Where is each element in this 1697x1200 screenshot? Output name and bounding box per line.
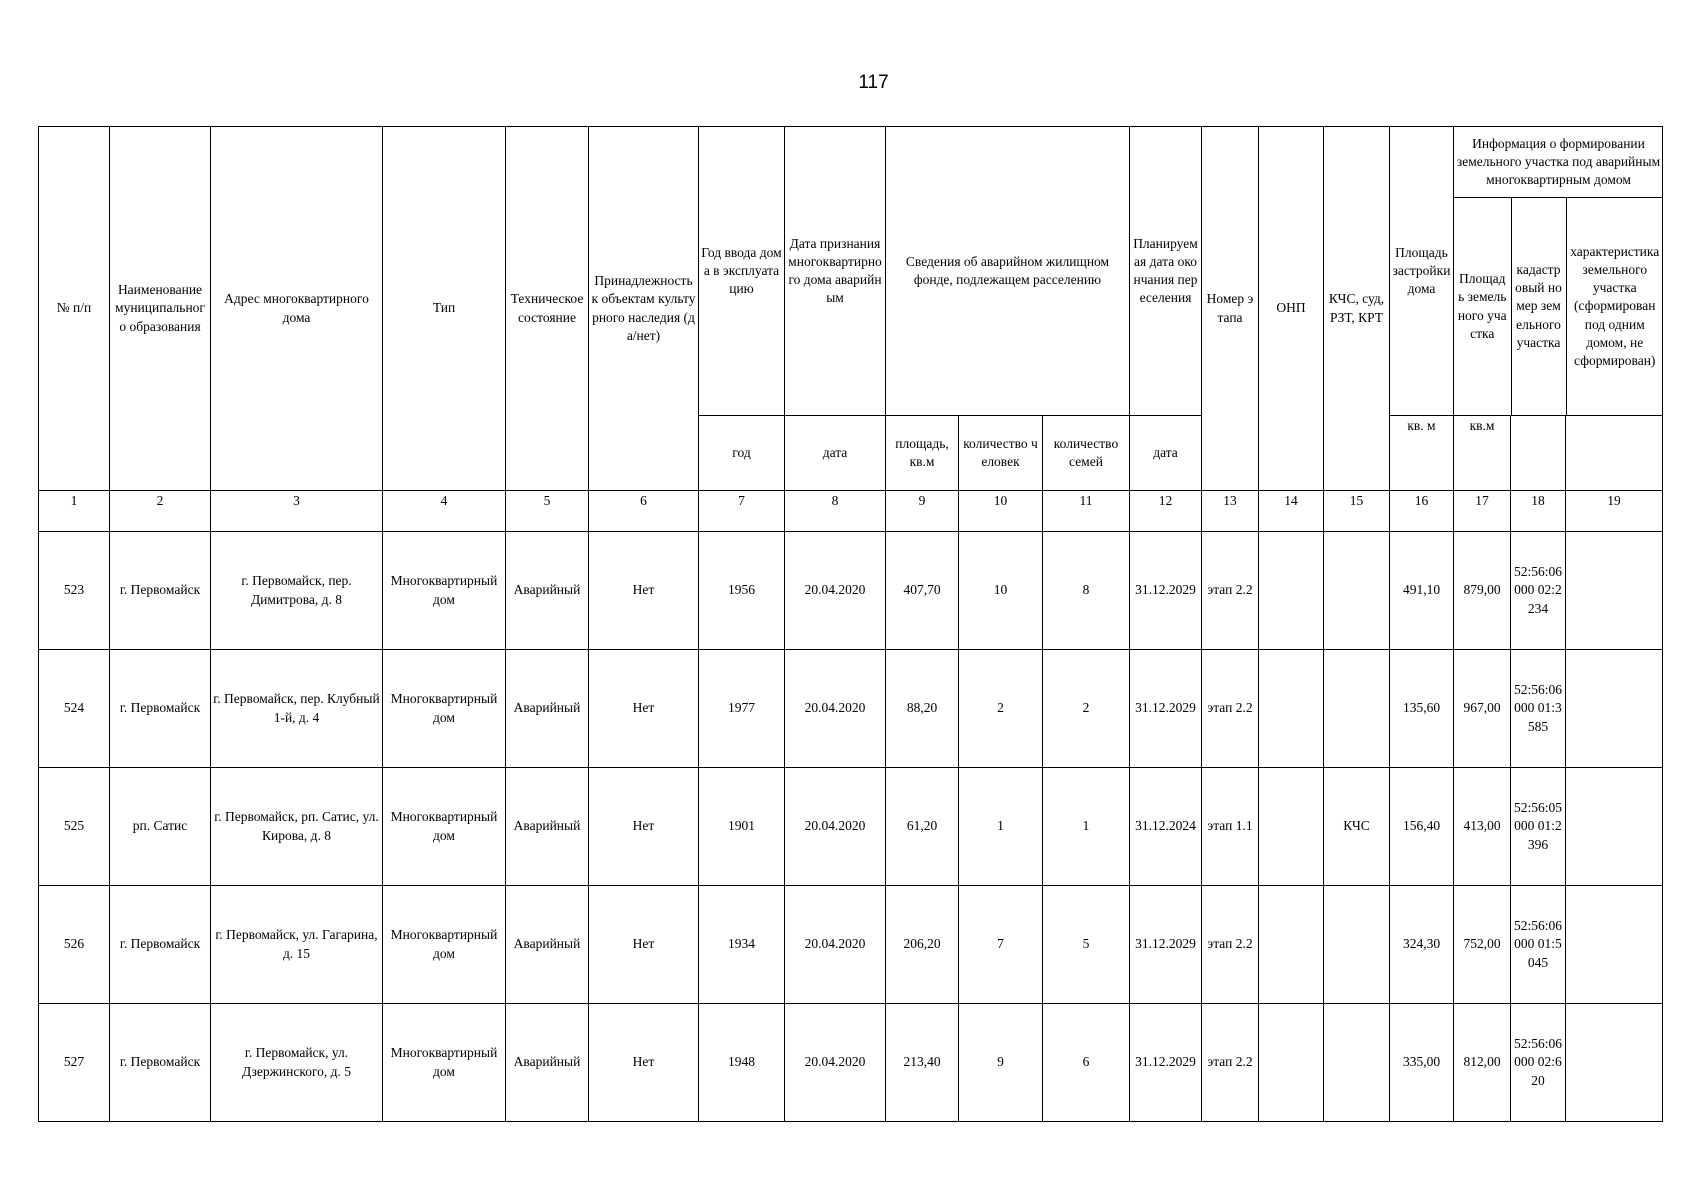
emergency-date: 20.04.2020 [785,1004,886,1122]
onp [1259,650,1324,768]
header-planned-date: Планируемая дата окончания переселения [1130,127,1202,416]
emergency-housing-table [38,126,1663,1122]
column-number: 17 [1454,491,1511,532]
address: г. Первомайск, пер. Клубный 1-й, д. 4 [211,650,383,768]
page-number: 117 [858,72,889,93]
row-number: 523 [39,532,110,650]
onp [1259,532,1324,650]
land-characteristic [1566,650,1663,768]
commission-year: 1901 [699,768,785,886]
municipality: г. Первомайск [110,886,211,1004]
column-number: 14 [1259,491,1324,532]
row-number: 527 [39,1004,110,1122]
housing-area: 407,70 [886,532,959,650]
family-count: 8 [1043,532,1130,650]
subheader-people: количество человек [959,416,1043,491]
land-area: 812,00 [1454,1004,1511,1122]
people-count: 2 [959,650,1043,768]
header-commission-year: Год ввода дома в эксплуатацию [699,127,785,416]
building-type: Многоквартирный дом [383,1004,506,1122]
planned-date: 31.12.2029 [1130,1004,1202,1122]
header-housing-info: Сведения об аварийном жилищном фонде, подлежащем расселению [886,127,1130,416]
table-row [39,768,1663,886]
cadastral-number: 52:56:06000 02:2234 [1511,532,1566,650]
column-number: 5 [506,491,589,532]
column-number: 4 [383,491,506,532]
column-number: 18 [1511,491,1566,532]
housing-area: 88,20 [886,650,959,768]
header-address: Адрес многоквартирного дома [211,127,383,491]
land-characteristic [1566,532,1663,650]
header-emergency-date: Дата признания многоквартирного дома аварийным [785,127,886,416]
land-characteristic [1566,886,1663,1004]
planned-date: 31.12.2029 [1130,650,1202,768]
kchs: КЧС [1324,768,1390,886]
family-count: 5 [1043,886,1130,1004]
address: г. Первомайск, пер. Димитрова, д. 8 [211,532,383,650]
header-technical-state: Техническое состояние [506,127,589,491]
people-count: 9 [959,1004,1043,1122]
building-area: 491,10 [1390,532,1454,650]
people-count: 7 [959,886,1043,1004]
heritage: Нет [589,1004,699,1122]
subheader-date: дата [785,416,886,491]
column-number-row [39,491,1663,532]
column-number: 16 [1390,491,1454,532]
header-land-characteristic: характеристика земельного участка (сформирован под одним домом, не сформирован) [1570,243,1660,369]
column-number: 15 [1324,491,1390,532]
kchs [1324,650,1390,768]
header-number: № п/п [39,127,110,491]
commission-year: 1948 [699,1004,785,1122]
header-row-main [39,127,1663,416]
building-type: Многоквартирный дом [383,532,506,650]
emergency-date: 20.04.2020 [785,768,886,886]
row-number: 525 [39,768,110,886]
header-stage-number: Номер этапа [1202,127,1259,491]
stage-number: этап 2.2 [1202,1004,1259,1122]
heritage: Нет [589,650,699,768]
cadastral-number: 52:56:06000 02:620 [1511,1004,1566,1122]
cadastral-number: 52:56:05000 01:2396 [1511,768,1566,886]
address: г. Первомайск, ул. Гагарина, д. 15 [211,886,383,1004]
header-land-area: Площадь земельного участка [1454,198,1511,416]
housing-area: 213,40 [886,1004,959,1122]
header-municipality: Наименование муниципального образования [110,127,211,491]
technical-state: Аварийный [506,768,589,886]
building-area: 156,40 [1390,768,1454,886]
column-number: 3 [211,491,383,532]
commission-year: 1956 [699,532,785,650]
column-number: 1 [39,491,110,532]
header-heritage: Принадлежность к объектам культурного наследия (да/нет) [589,127,699,491]
building-type: Многоквартирный дом [383,650,506,768]
technical-state: Аварийный [506,650,589,768]
stage-number: этап 2.2 [1202,886,1259,1004]
emergency-date: 20.04.2020 [785,650,886,768]
column-number: 10 [959,491,1043,532]
column-number: 11 [1043,491,1130,532]
header-cadastral-number: кадастровый номер земельного участка [1511,198,1566,416]
emergency-date: 20.04.2020 [785,886,886,1004]
row-number: 524 [39,650,110,768]
kchs [1324,886,1390,1004]
header-kchs: КЧС, суд, РЗТ, КРТ [1324,127,1390,491]
column-number: 12 [1130,491,1202,532]
cadastral-number: 52:56:06000 01:5045 [1511,886,1566,1004]
stage-number: этап 2.2 [1202,532,1259,650]
planned-date: 31.12.2029 [1130,532,1202,650]
people-count: 10 [959,532,1043,650]
subheader-area: площадь, кв.м [886,416,959,491]
technical-state: Аварийный [506,886,589,1004]
planned-date: 31.12.2029 [1130,886,1202,1004]
commission-year: 1934 [699,886,785,1004]
planned-date: 31.12.2024 [1130,768,1202,886]
table-row [39,650,1663,768]
emergency-date: 20.04.2020 [785,532,886,650]
onp [1259,768,1324,886]
subheader-planned-date: дата [1130,416,1202,491]
land-area: 413,00 [1454,768,1511,886]
family-count: 1 [1043,768,1130,886]
land-area: 967,00 [1454,650,1511,768]
cadastral-number: 52:56:06000 01:3585 [1511,650,1566,768]
municipality: рп. Сатис [110,768,211,886]
land-characteristic [1566,768,1663,886]
table-row [39,886,1663,1004]
subheader-year: год [699,416,785,491]
column-number: 9 [886,491,959,532]
family-count: 2 [1043,650,1130,768]
building-type: Многоквартирный дом [383,768,506,886]
land-characteristic [1566,1004,1663,1122]
header-type: Тип [383,127,506,491]
kchs [1324,532,1390,650]
municipality: г. Первомайск [110,532,211,650]
subheader-cadastral-blank [1511,416,1566,491]
header-land-info: Информация о формировании земельного участка под аварийным многоквартирным домом [1454,127,1663,198]
housing-area: 61,20 [886,768,959,886]
subheader-land-area-unit: кв.м [1454,416,1511,491]
column-number: 7 [699,491,785,532]
family-count: 6 [1043,1004,1130,1122]
land-area: 879,00 [1454,532,1511,650]
municipality: г. Первомайск [110,1004,211,1122]
subheader-building-area-unit: кв. м [1390,416,1454,491]
column-number: 19 [1566,491,1663,532]
column-number: 13 [1202,491,1259,532]
heritage: Нет [589,768,699,886]
table-row [39,1004,1663,1122]
heritage: Нет [589,886,699,1004]
building-area: 335,00 [1390,1004,1454,1122]
housing-area: 206,20 [886,886,959,1004]
stage-number: этап 2.2 [1202,650,1259,768]
building-area: 135,60 [1390,650,1454,768]
technical-state: Аварийный [506,1004,589,1122]
people-count: 1 [959,768,1043,886]
onp [1259,886,1324,1004]
address: г. Первомайск, рп. Сатис, ул. Кирова, д. 8 [211,768,383,886]
kchs [1324,1004,1390,1122]
land-area: 752,00 [1454,886,1511,1004]
municipality: г. Первомайск [110,650,211,768]
technical-state: Аварийный [506,532,589,650]
table-row [39,532,1663,650]
column-number: 6 [589,491,699,532]
header-building-area: Площадь застройки дома [1390,127,1454,416]
commission-year: 1977 [699,650,785,768]
subheader-families: количество семей [1043,416,1130,491]
row-number: 526 [39,886,110,1004]
building-area: 324,30 [1390,886,1454,1004]
subheader-characteristic-blank [1566,416,1663,491]
building-type: Многоквартирный дом [383,886,506,1004]
column-number: 8 [785,491,886,532]
column-number: 2 [110,491,211,532]
heritage: Нет [589,532,699,650]
address: г. Первомайск, ул. Дзержинского, д. 5 [211,1004,383,1122]
stage-number: этап 1.1 [1202,768,1259,886]
onp [1259,1004,1324,1122]
header-onp: ОНП [1259,127,1324,491]
